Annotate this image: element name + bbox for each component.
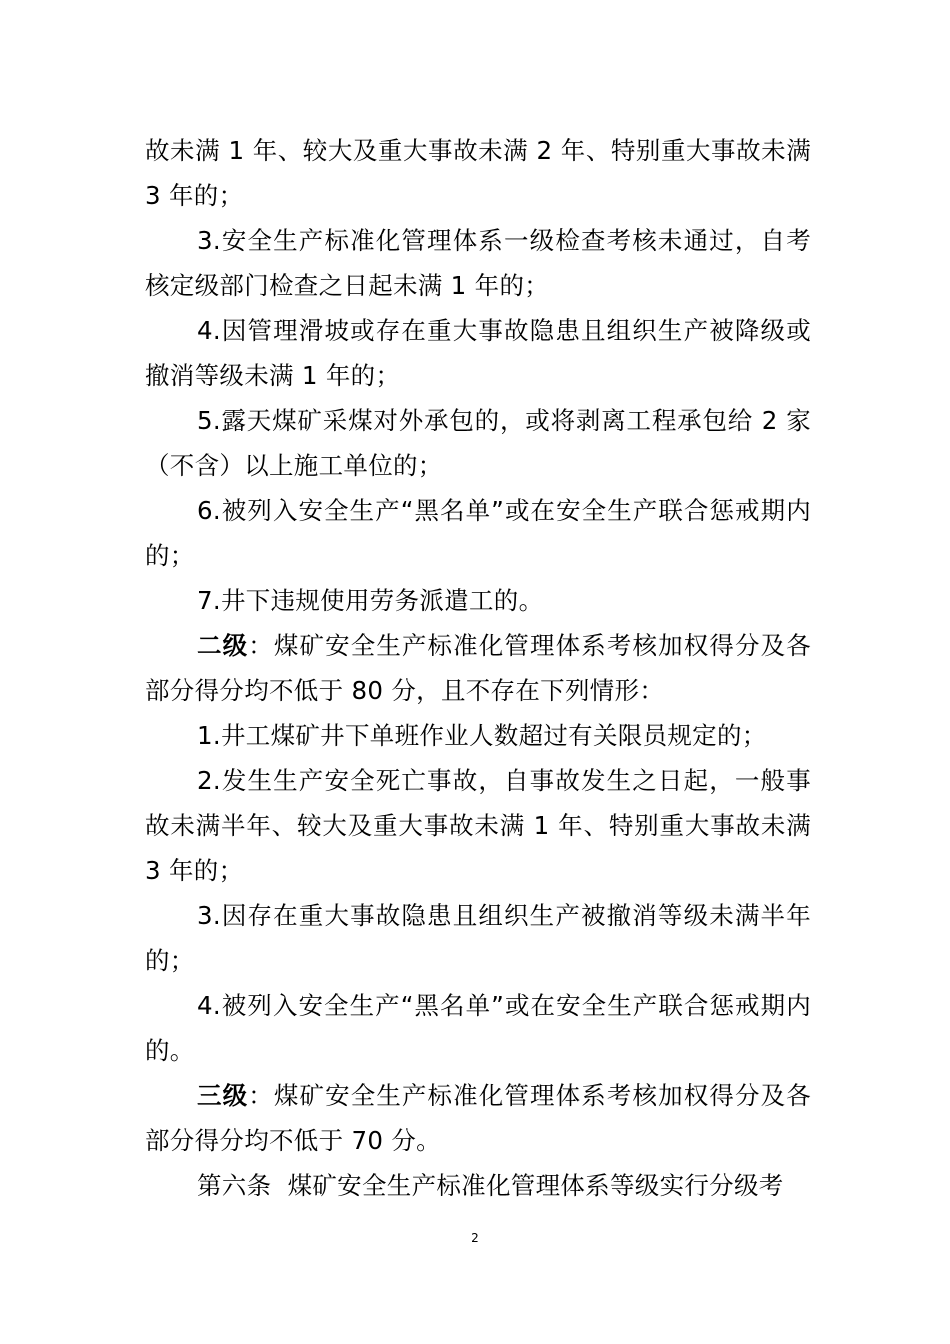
paragraph: 1.井工煤矿井下单班作业人数超过有关限员规定的； [197, 721, 767, 750]
paragraph: 3.因存在重大事故隐患且组织生产被撤消等级未满半年的； [145, 901, 811, 975]
paragraph: 4.被列入安全生产“黑名单”或在安全生产联合惩戒期内的。 [145, 991, 811, 1065]
grade-three-label: 三级 [197, 1081, 249, 1110]
paragraph: 2.发生生产安全死亡事故，自事故发生之日起，一般事故未满半年、较大及重大事故未满 1 年、特别重大事故未满 3 年的； [145, 766, 811, 885]
article-six-paragraph: 第六条 煤矿安全生产标准化管理体系等级实行分级考 [197, 1171, 784, 1200]
grade-two-label: 二级 [197, 631, 249, 660]
paragraph: 6.被列入安全生产“黑名单”或在安全生产联合惩戒期内的； [145, 496, 811, 570]
paragraph: 7.井下违规使用劳务派遣工的。 [197, 586, 544, 615]
paragraph: 5.露天煤矿采煤对外承包的，或将剥离工程承包给 2 家（不含）以上施工单位的； [145, 406, 811, 480]
grade-two-paragraph [145, 623, 811, 713]
paragraph: 4.因管理滑坡或存在重大事故隐患且组织生产被降级或撤消等级未满 1 年的； [145, 316, 811, 390]
document-body [145, 128, 811, 1208]
page-number: 2 [471, 1231, 479, 1245]
grade-two-text: ：煤矿安全生产标准化管理体系考核加权得分及各部分得分均不低于 80 分，且不存在下列情形： [145, 631, 811, 705]
paragraph: 故未满 1 年、较大及重大事故未满 2 年、特别重大事故未满 3 年的； [145, 136, 811, 210]
paragraph: 3.安全生产标准化管理体系一级检查考核未通过，自考核定级部门检查之日起未满 1 年的； [145, 226, 811, 300]
grade-three-paragraph [145, 1073, 811, 1163]
grade-three-text: ：煤矿安全生产标准化管理体系考核加权得分及各部分得分均不低于 70 分。 [145, 1081, 811, 1155]
